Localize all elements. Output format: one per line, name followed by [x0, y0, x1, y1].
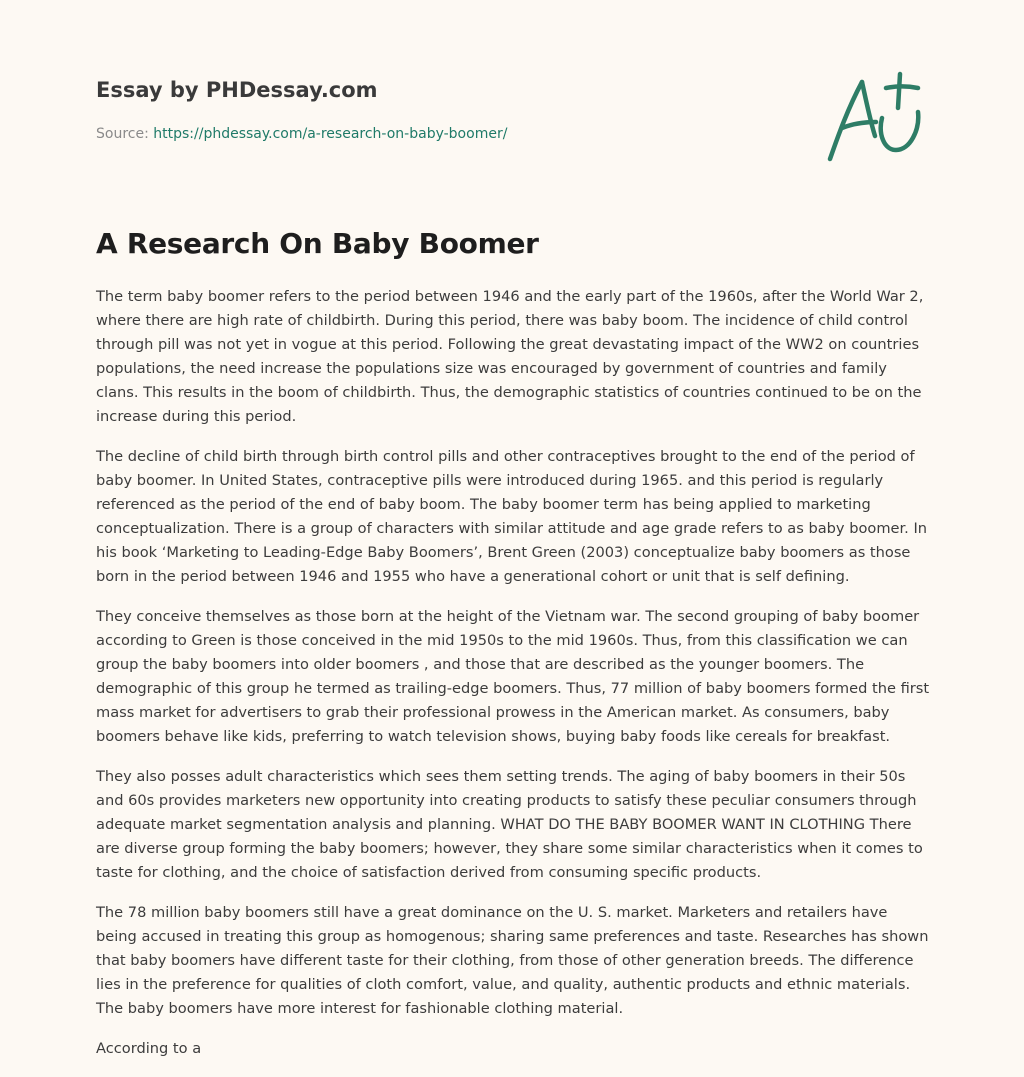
paragraph: The term baby boomer refers to the period between 1946 and the early part of the 1960s, after the World War 2, where there are high rate of childbirth. During this period, there was baby boom. The incidence of child control through pill was not yet in vogue at this period. Following the great devastating impact of the WW2 on countries populations, the need increase the populations size was encouraged by government of countries and family clans. This results in the boom of childbirth. Thus, the demographic statistics of countries continued to be on the increase during this period.: [96, 288, 924, 425]
paragraph: The decline of child birth through birth control pills and other contraceptives brought to the end of the period of baby boomer. In United States, contraceptive pills were introduced during 1965. and this period is regularly referenced as the period of the end of baby boom. The baby boomer term has being applied to marketing conceptualization. There is a group of characters with similar attitude and age grade refers to as baby boomer. In his book ‘Marketing to Leading-Edge Baby Boomers’, Brent Green (2003) conceptualize baby boomers as those born in the period between 1946 and 1955 who have a generational cohort or unit that is self defining.: [96, 448, 928, 585]
source-link[interactable]: https://phdessay.com/a-research-on-baby-boomer/: [153, 126, 508, 142]
a-plus-grade-icon: [820, 66, 930, 166]
page-header: [96, 76, 796, 144]
paragraph: They also posses adult characteristics which sees them setting trends. The aging of baby boomers in their 50s and 60s provides marketers new opportunity into creating products to satisfy these peculiar consumers through adequate market segmentation analysis and planning. WHAT DO THE BABY BOOMER WANT IN CLOTHING There are diverse group forming the baby boomers; however, they share some similar characteristics when it comes to taste for clothing, and the choice of satisfaction derived from consuming specific products.: [96, 768, 923, 881]
essay-body: [96, 285, 932, 1077]
source-line: [96, 124, 796, 144]
paragraph: The 78 million baby boomers still have a great dominance on the U. S. market. Marketers and retailers have being accused in treating this group as homogenous; sharing same preferences and taste. Researches has shown that baby boomers have different taste for their clothing, from those of other generation breeds. The difference lies in the preference for qualities of cloth comfort, value, and quality, authentic products and ethnic materials. The baby boomers have more interest for fashionable clothing material.: [96, 904, 929, 1017]
paragraph: They conceive themselves as those born at the height of the Vietnam war. The second grouping of baby boomer according to Green is those conceived in the mid 1950s to the mid 1960s. Thus, from this classification we can group the baby boomers into older boomers , and those that are described as the younger boomers. The demographic of this group he termed as trailing-edge boomers. Thus, 77 million of baby boomers formed the first mass market for advertisers to grab their professional prowess in the American market. As consumers, baby boomers behave like kids, preferring to watch television shows, buying baby foods like cereals for breakfast.: [96, 608, 930, 745]
essay-title: A Research On Baby Boomer: [96, 227, 539, 260]
source-label: Source:: [96, 126, 149, 142]
paragraph: According to a: [96, 1040, 202, 1057]
site-brand: Essay by PHDessay.com: [96, 78, 378, 102]
